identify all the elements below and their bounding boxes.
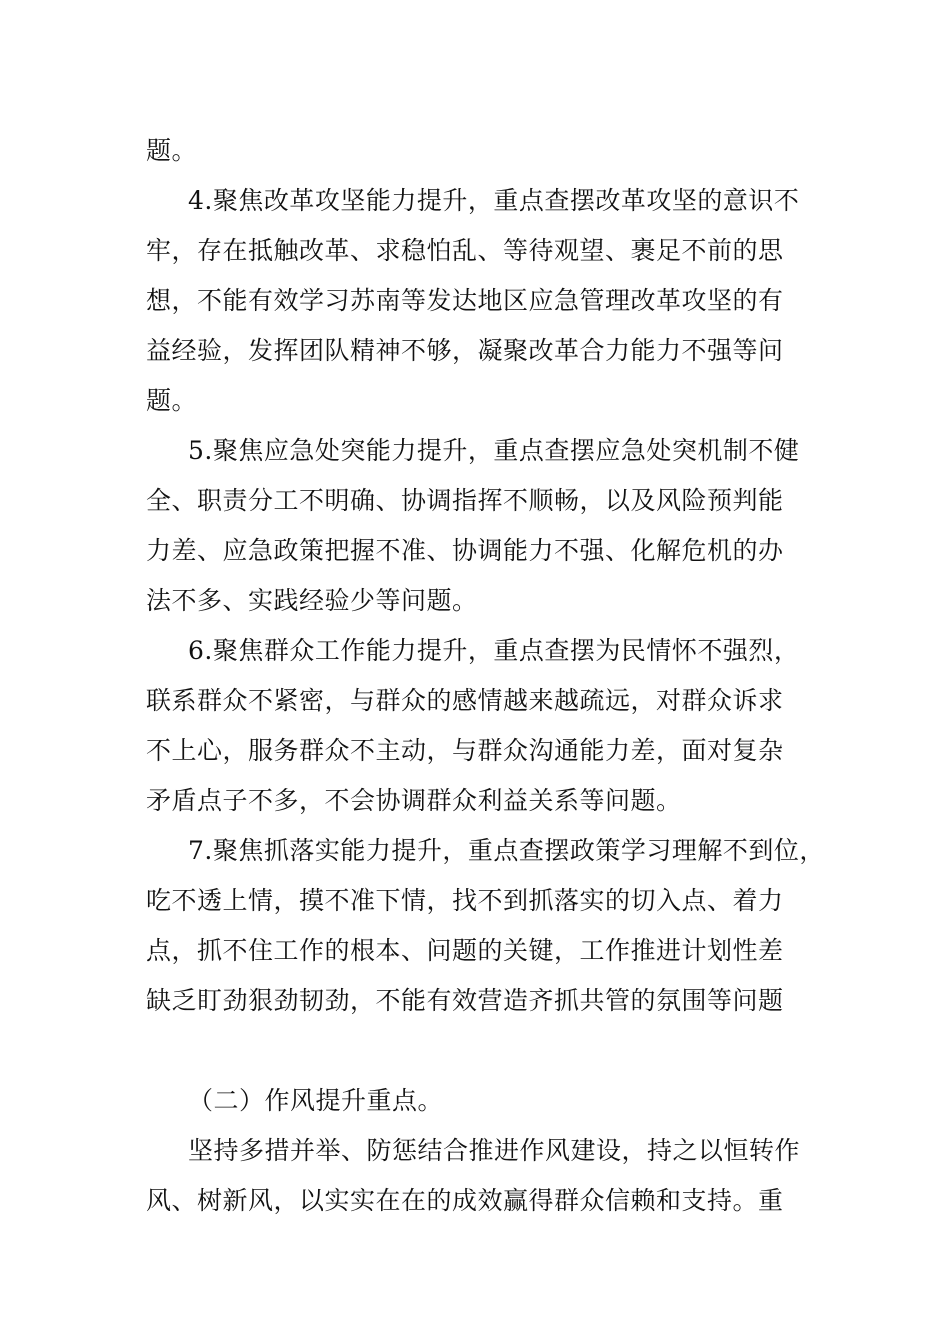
section-heading: （二）作风提升重点。 — [188, 1086, 444, 1115]
text-line: 吃不透上情，摸不准下情，找不到抓落实的切入点、着力 — [146, 886, 784, 915]
text-line: 点，抓不住工作的根本、问题的关键，工作推进计划性差 — [146, 936, 784, 965]
text-line: 风、树新风，以实实在在的成效赢得群众信赖和支持。重 — [146, 1186, 784, 1215]
text-line: 益经验，发挥团队精神不够，凝聚改革合力能力不强等问 — [146, 336, 784, 365]
text-line: 不上心，服务群众不主动，与群众沟通能力差，面对复杂 — [146, 736, 784, 765]
text-line: 全、职责分工不明确、协调指挥不顺畅，以及风险预判能 — [146, 486, 784, 515]
text-line: 题。 — [146, 136, 198, 165]
text-line: 矛盾点子不多，不会协调群众利益关系等问题。 — [146, 786, 682, 815]
text-line: 力差、应急政策把握不准、协调能力不强、化解危机的办 — [146, 536, 784, 565]
text-line: 牢，存在抵触改革、求稳怕乱、等待观望、裹足不前的思 — [146, 236, 784, 265]
text-line: 4.聚焦改革攻坚能力提升，重点查摆改革攻坚的意识不 — [188, 186, 800, 215]
text-line: 法不多、实践经验少等问题。 — [146, 586, 478, 615]
text-line: 题。 — [146, 386, 198, 415]
text-line: 缺乏盯劲狠劲韧劲，不能有效营造齐抓共管的氛围等问题 — [146, 986, 784, 1015]
text-line: 联系群众不紧密，与群众的感情越来越疏远，对群众诉求 — [146, 686, 784, 715]
text-line: 5.聚焦应急处突能力提升，重点查摆应急处突机制不健 — [188, 436, 800, 465]
text-line: 想，不能有效学习苏南等发达地区应急管理改革攻坚的有 — [146, 286, 784, 315]
text-line: 6.聚焦群众工作能力提升，重点查摆为民情怀不强烈， — [188, 636, 800, 665]
text-line: 坚持多措并举、防惩结合推进作风建设，持之以恒转作 — [188, 1136, 801, 1165]
text-line: 7.聚焦抓落实能力提升，重点查摆政策学习理解不到位， — [188, 836, 825, 865]
